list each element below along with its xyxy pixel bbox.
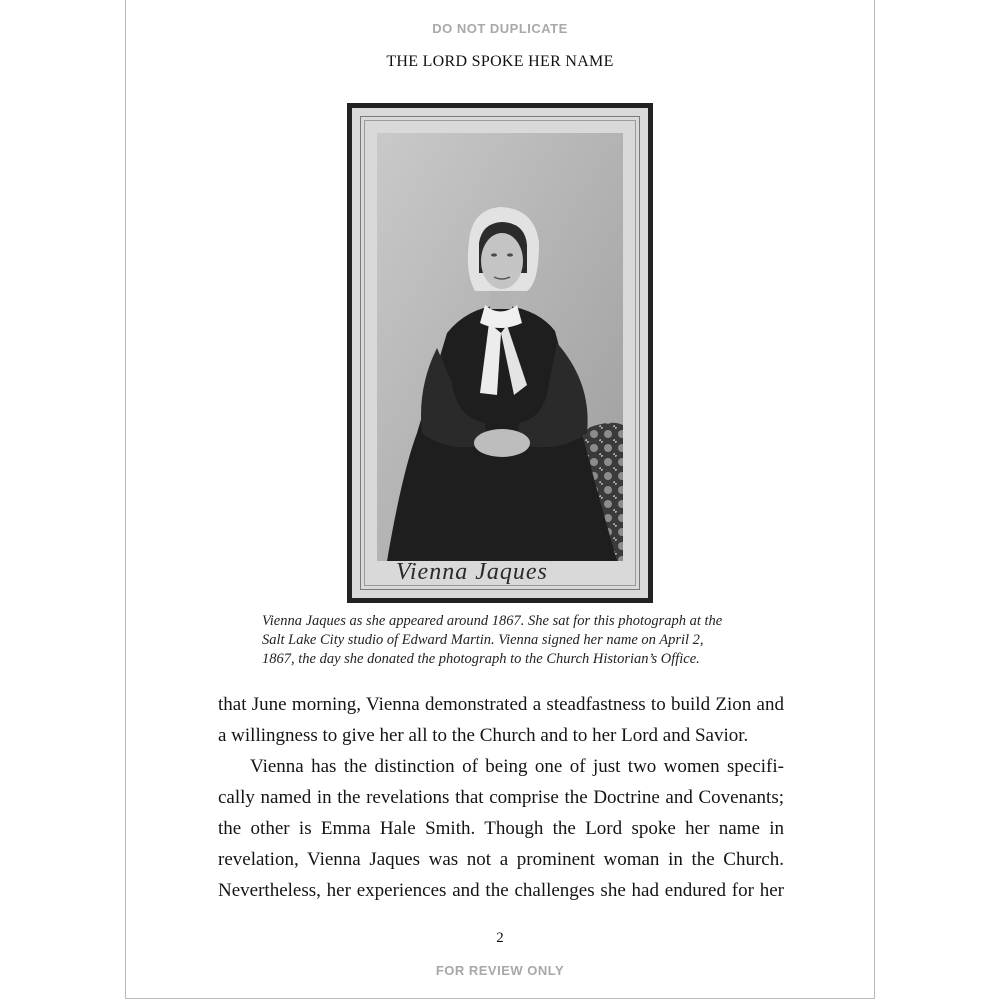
body-paragraphs (218, 689, 784, 906)
page-number: 2 (496, 930, 504, 946)
body-line: cally named in the revelations that comprise the Doctrine and Covenants; (218, 787, 784, 808)
body-line: Nevertheless, her experiences and the challenges she had endured for her (218, 880, 784, 901)
photo-caption (262, 612, 782, 669)
running-head: THE LORD SPOKE HER NAME (386, 53, 614, 70)
portrait-image (377, 133, 623, 561)
body-line: that June morning, Vienna demonstrated a steadfastness to build Zion and (218, 694, 784, 715)
handwritten-signature: Vienna Jaques (396, 559, 548, 585)
caption-line: Salt Lake City studio of Edward Martin. Vienna signed her name on April 2, (262, 632, 704, 648)
body-line: the other is Emma Hale Smith. Though the Lord spoke her name in (218, 818, 784, 839)
body-line: revelation, Vienna Jaques was not a prominent woman in the Church. (218, 849, 784, 870)
caption-line: Vienna Jaques as she appeared around 1867. She sat for this photograph at the (262, 613, 723, 629)
caption-line: 1867, the day she donated the photograph to the Church Historian’s Office. (262, 651, 700, 667)
body-line: Vienna has the distinction of being one of just two women specifi- (250, 756, 784, 777)
portrait-photograph (347, 103, 653, 603)
watermark-top: DO NOT DUPLICATE (432, 21, 568, 36)
watermark-bottom: FOR REVIEW ONLY (435, 963, 565, 978)
photo-mat (352, 108, 648, 598)
body-line: a willingness to give her all to the Church and to her Lord and Savior. (218, 725, 749, 746)
